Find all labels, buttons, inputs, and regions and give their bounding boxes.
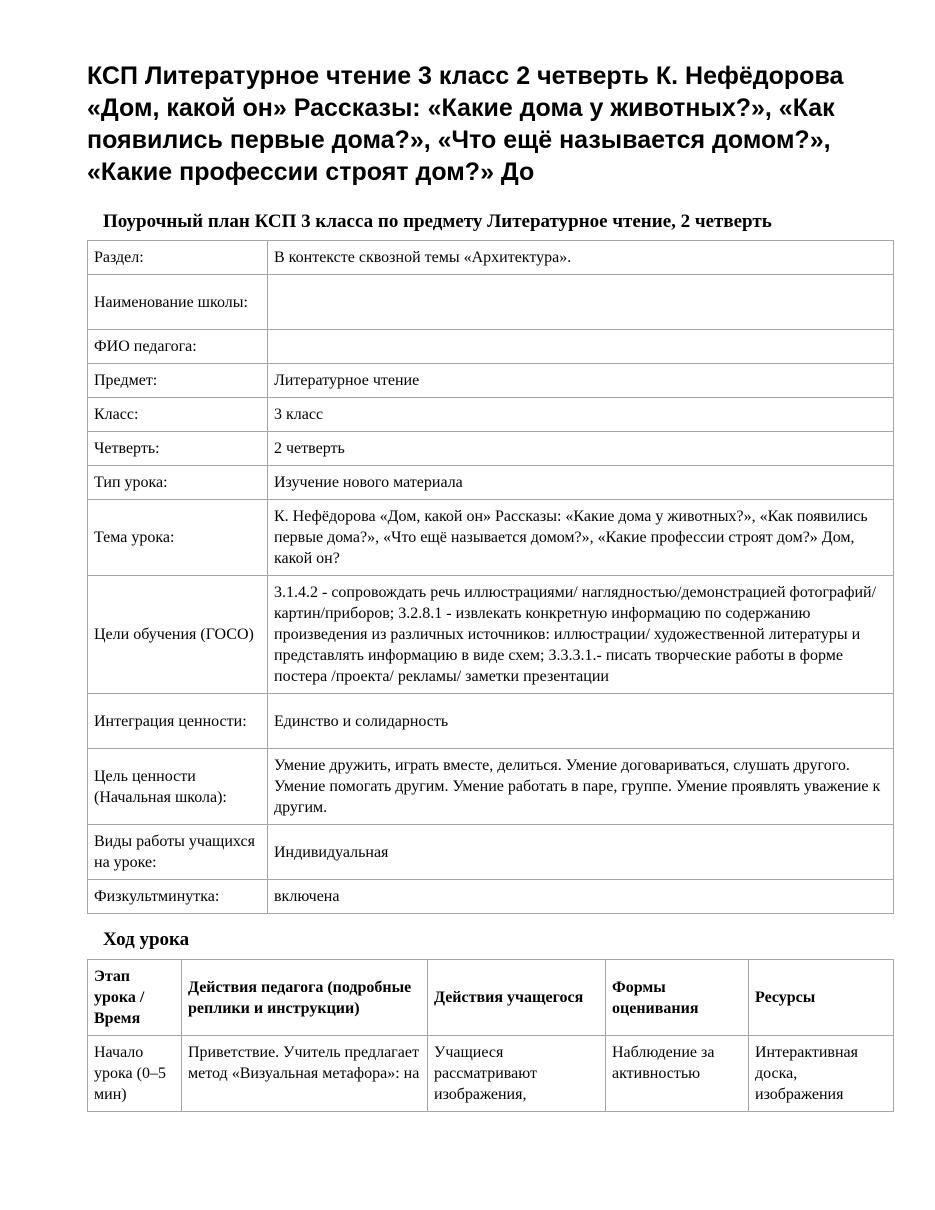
info-row-subject	[88, 364, 894, 398]
column-header-resources: Ресурсы	[749, 960, 894, 1036]
info-value	[268, 275, 894, 330]
lesson-flow-heading: Ход урока	[103, 929, 190, 950]
info-label: Интеграция ценности:	[88, 694, 268, 749]
lesson-info-table	[87, 240, 894, 914]
resources-cell: Интерактивная доска, изображения	[749, 1036, 894, 1112]
teacher-actions-cell: Приветствие. Учитель предлагает метод «Визуальная метафора»: на	[182, 1036, 428, 1112]
info-row-section	[88, 241, 894, 275]
assessment-cell: Наблюдение за активностью	[606, 1036, 749, 1112]
info-row-class	[88, 398, 894, 432]
info-value: Литературное чтение	[268, 364, 894, 398]
info-value: включена	[268, 880, 894, 914]
info-label: Предмет:	[88, 364, 268, 398]
column-header-student-actions: Действия учащегося	[428, 960, 606, 1036]
info-value: 3 класс	[268, 398, 894, 432]
info-label: ФИО педагога:	[88, 330, 268, 364]
info-label: Тип урока:	[88, 466, 268, 500]
info-label: Физкультминутка:	[88, 880, 268, 914]
info-row-value-integration	[88, 694, 894, 749]
info-value: К. Нефёдорова «Дом, какой он» Рассказы: «Какие дома у животных?», «Как появились первые дома?», «Что ещё называется домом?», «Какие профессии строят дом?» Дом, какой он?	[268, 500, 894, 576]
info-value: Умение дружить, играть вместе, делиться. Умение договариваться, слушать другого. Умение помогать другим. Умение работать в паре, группе. Умение проявлять уважение к другим.	[268, 749, 894, 825]
info-label: Класс:	[88, 398, 268, 432]
info-row-teacher	[88, 330, 894, 364]
lesson-flow-header-row	[88, 960, 894, 1036]
column-header-teacher-actions: Действия педагога (подробные реплики и инструкции)	[182, 960, 428, 1036]
info-value: 3.1.4.2 - сопровождать речь иллюстрациями/ наглядностью/демонстрацией фотографий/картин/приборов; 3.2.8.1 - извлекать конкретную информацию по содержанию произведения из различных источников: иллюстрации/ художественной литературы и представлять информацию в виде схем; 3.3.3.1.- писать творческие работы в форме постера /проекта/ рекламы/ заметки презентации	[268, 576, 894, 694]
lesson-flow-table	[87, 959, 894, 1112]
info-label: Наименование школы:	[88, 275, 268, 330]
info-label: Цели обучения (ГОСО)	[88, 576, 268, 694]
info-row-quarter	[88, 432, 894, 466]
info-label: Цель ценности (Начальная школа):	[88, 749, 268, 825]
column-header-assessment: Формы оценивания	[606, 960, 749, 1036]
stage-cell: Начало урока (0–5 мин)	[88, 1036, 182, 1112]
info-label: Тема урока:	[88, 500, 268, 576]
document-page	[87, 60, 893, 1112]
info-value: 2 четверть	[268, 432, 894, 466]
info-row-learning-goals	[88, 576, 894, 694]
info-label: Виды работы учащихся на уроке:	[88, 825, 268, 880]
plan-subtitle: Поурочный план КСП 3 класса по предмету Литературное чтение, 2 четверть	[103, 211, 772, 232]
info-row-lesson-topic	[88, 500, 894, 576]
info-row-lesson-type	[88, 466, 894, 500]
column-header-stage: Этап урока / Время	[88, 960, 182, 1036]
info-label: Раздел:	[88, 241, 268, 275]
info-value: Изучение нового материала	[268, 466, 894, 500]
info-value	[268, 330, 894, 364]
info-value: В контексте сквозной темы «Архитектура».	[268, 241, 894, 275]
info-row-work-types	[88, 825, 894, 880]
info-row-physical-break	[88, 880, 894, 914]
info-row-value-goal	[88, 749, 894, 825]
info-row-school	[88, 275, 894, 330]
table-row	[88, 1036, 894, 1112]
student-actions-cell: Учащиеся рассматривают изображения,	[428, 1036, 606, 1112]
document-title: КСП Литературное чтение 3 класс 2 четверть К. Нефёдорова «Дом, какой он» Рассказы: «Какие дома у животных?», «Как появились первые дома?», «Что ещё называется домом?», «Какие профессии строят дом?» До	[87, 62, 844, 186]
info-label: Четверть:	[88, 432, 268, 466]
info-value: Индивидуальная	[268, 825, 894, 880]
info-value: Единство и солидарность	[268, 694, 894, 749]
